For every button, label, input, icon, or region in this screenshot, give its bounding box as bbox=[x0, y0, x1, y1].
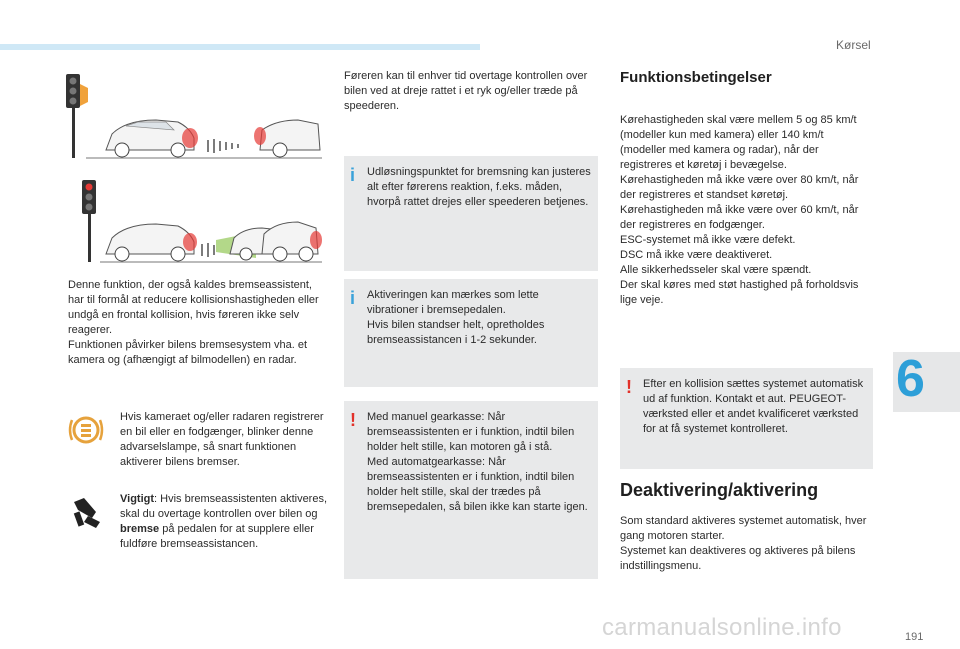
page-number: 191 bbox=[905, 631, 924, 643]
conditions-heading: Funktionsbetingelser bbox=[620, 69, 772, 86]
section-title: Kørsel bbox=[836, 38, 871, 52]
info-box-text: Udløsningspunktet for bremsning kan justeres alt efter førerens reaktion, f.eks. måden, hvorpå rattet drejes eller speederen betjenes. bbox=[367, 166, 591, 208]
chapter-number: 6 bbox=[896, 350, 925, 408]
warning-marker-icon: ! bbox=[626, 377, 632, 397]
deactivation-heading: Deaktivering/aktivering bbox=[620, 480, 819, 500]
info-box-trigger-point bbox=[344, 156, 598, 271]
info-box-vibrations bbox=[344, 279, 598, 387]
header-bar bbox=[0, 44, 480, 50]
warning-lamp-text: Hvis kameraet og/eller radaren registrerer en bil eller en fodgænger, blinker denne advarselslampe, så snart funktionen aktiverer bilens bremser. bbox=[120, 411, 324, 468]
illustration-car-following bbox=[66, 72, 322, 162]
important-brake-word: bremse bbox=[120, 523, 160, 535]
info-marker-icon: i bbox=[350, 288, 356, 308]
warning-box-text: Efter en kollision sættes systemet automatisk ud af funktion. Kontakt et aut. PEUGEOT-værksted eller et andet kvalificeret værksted for at få systemet kontrolleret. bbox=[643, 378, 864, 435]
brake-assist-warning-icon bbox=[66, 410, 106, 450]
warning-marker-icon: ! bbox=[350, 410, 356, 430]
info-marker-icon: i bbox=[350, 165, 356, 185]
intro-text: Denne funktion, der også kaldes bremseassistent, har til formål at reducere kollisionshastigheden eller undgå en frontal kollision, hvis føreren ikke selv reagerer. Funktionen påvirker bilens bremsesystem vha. et kamera og (afhængigt af bilmodellen) en radar. bbox=[68, 279, 319, 366]
important-text-a: : Hvis bremseassistenten aktiveres, skal du overtage kontrollen over bilen og bbox=[120, 493, 328, 520]
info-box-text: Aktiveringen kan mærkes som lette vibrationer i bremsepedalen. Hvis bilen standser helt, opretholdes bremseassistancen i 1-2 sekunder. bbox=[367, 289, 545, 346]
watermark: carmanualsonline.info bbox=[602, 614, 842, 641]
driver-override-text: Føreren kan til enhver tid overtage kontrollen over bilen ved at dreje rattet i et ryk og/eller træde på speederen. bbox=[344, 70, 588, 112]
important-text bbox=[120, 492, 335, 552]
important-text-b: på pedalen for at supplere eller fuldføre bremseassistancen. bbox=[120, 523, 314, 550]
warning-box-text: Med manuel gearkasse: Når bremseassistenten er i funktion, indtil bilen holder helt stille, kan motoren gå i stå. Med automatgearkasse: Når bremseassistenten er i funktion, indtil bilen holder helt stille, skal der trædes på bremsepedalen, så bilen ikke kan starte igen. bbox=[367, 411, 588, 513]
important-label: Vigtigt bbox=[120, 493, 155, 505]
deactivation-text: Som standard aktiveres systemet automatisk, hver gang motoren starter. Systemet kan deaktiveres og aktiveres på bilens indstillingsmenu. bbox=[620, 515, 867, 572]
foot-on-pedal-icon bbox=[66, 492, 106, 532]
conditions-text: Kørehastigheden skal være mellem 5 og 85 km/t (modeller kun med kamera) eller 140 km/t (modeller med kamera og radar), når der registreres et køretøj i bevægelse. Kørehastigheden må ikke være over 80 km/t, når der registreres et standset køretøj. Kørehastigheden må ikke være over 60 km/t, når der registreres en fodgænger. ESC-systemet må ikke være defekt. DSC må ikke være deaktiveret. Alle sikkerhedsseler skal være spændt. Der skal køres med støt hastighed på forholdsvis lige veje. bbox=[620, 114, 859, 306]
warning-box-gearbox bbox=[344, 401, 598, 579]
illustration-car-stopped bbox=[66, 178, 322, 266]
warning-box-collision bbox=[620, 368, 873, 469]
